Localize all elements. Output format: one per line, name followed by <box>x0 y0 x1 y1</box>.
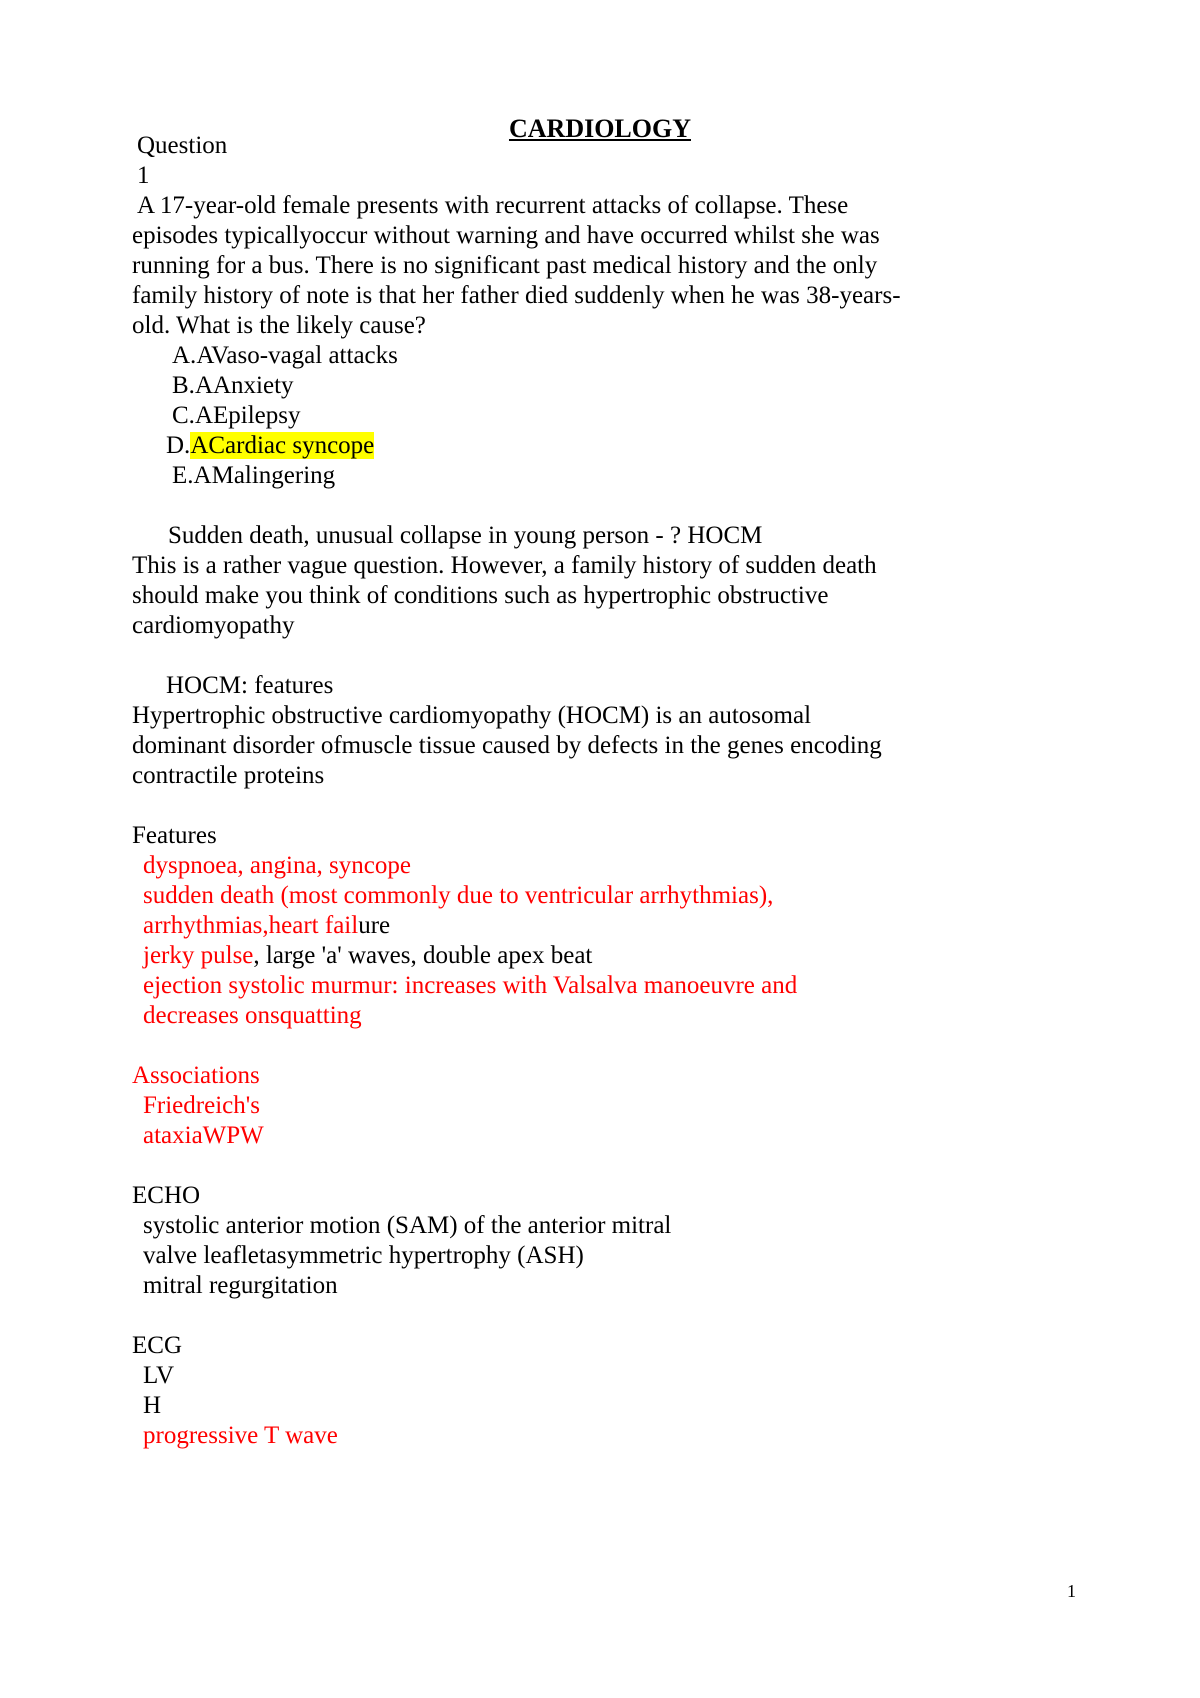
answer-text-line: This is a rather vague question. However, a family history of sudden death <box>132 552 877 579</box>
echo-item: valve leafletasymmetric hypertrophy (ASH) <box>143 1242 584 1269</box>
hocm-text-line: contractile proteins <box>132 762 325 789</box>
echo-item: systolic anterior motion (SAM) of the anterior mitral <box>143 1212 672 1239</box>
option-text: AAnxiety <box>194 372 294 399</box>
hocm-text-line: Hypertrophic obstructive cardiomyopathy (HOCM) is an autosomal <box>132 702 812 729</box>
answer-heading: Sudden death, unusual collapse in young person - ? HOCM <box>168 522 763 549</box>
ecg-label: ECG <box>132 1332 182 1359</box>
option-letter: C. <box>172 402 195 429</box>
option-c <box>172 400 300 432</box>
page-number: 1 <box>1067 1581 1076 1601</box>
option-letter: B. <box>172 372 195 399</box>
option-letter: E. <box>172 462 194 489</box>
feature-line <box>143 910 390 942</box>
option-letter: D. <box>166 432 191 459</box>
option-text: AEpilepsy <box>194 402 301 429</box>
option-text: AMalingering <box>193 462 336 489</box>
feature-line: dyspnoea, angina, syncope <box>143 852 411 879</box>
option-a <box>172 340 398 372</box>
features-heading: HOCM: features <box>166 672 334 699</box>
features-label: Features <box>132 822 217 849</box>
question-text-line: A 17-year-old female presents with recurrent attacks of collapse. These <box>137 192 849 219</box>
feature-black-part: ure <box>358 912 391 939</box>
option-b <box>172 370 294 402</box>
ecg-item: H <box>143 1392 162 1419</box>
page-title: CARDIOLOGY <box>508 114 691 143</box>
option-text-highlighted: ACardiac syncope <box>190 432 375 459</box>
question-text-line: running for a bus. There is no significant past medical history and the only <box>132 252 878 279</box>
feature-line <box>143 940 592 972</box>
associations-label: Associations <box>132 1062 260 1089</box>
option-d <box>166 430 374 462</box>
option-letter: A. <box>172 342 197 369</box>
option-text: AVaso-vagal attacks <box>196 342 398 369</box>
ecg-item-red: progressive T wave <box>143 1422 338 1449</box>
feature-red-part: jerky pulse <box>143 942 254 969</box>
echo-label: ECHO <box>132 1182 201 1209</box>
answer-text-line: cardiomyopathy <box>132 612 295 639</box>
feature-line: ejection systolic murmur: increases with Valsalva manoeuvre and <box>143 972 798 999</box>
answer-text-line: should make you think of conditions such as hypertrophic obstructive <box>132 582 829 609</box>
echo-item: mitral regurgitation <box>143 1272 338 1299</box>
association-item: ataxiaWPW <box>143 1122 264 1149</box>
feature-line: sudden death (most commonly due to ventricular arrhythmias), <box>143 882 774 909</box>
question-text-line: episodes typicallyoccur without warning and have occurred whilst she was <box>132 222 880 249</box>
feature-red-part: arrhythmias,heart fail <box>143 912 359 939</box>
hocm-text-line: dominant disorder ofmuscle tissue caused by defects in the genes encoding <box>132 732 882 759</box>
question-text-line: old. What is the likely cause? <box>132 312 426 339</box>
question-number: 1 <box>137 162 150 189</box>
ecg-item: LV <box>143 1362 175 1389</box>
option-e <box>172 460 335 492</box>
question-label: Question <box>137 132 228 159</box>
association-item: Friedreich's <box>143 1092 260 1119</box>
feature-black-part: , large 'a' waves, double apex beat <box>253 942 593 969</box>
question-text-line: family history of note is that her father died suddenly when he was 38-years- <box>132 282 901 309</box>
feature-line: decreases onsquatting <box>143 1002 362 1029</box>
